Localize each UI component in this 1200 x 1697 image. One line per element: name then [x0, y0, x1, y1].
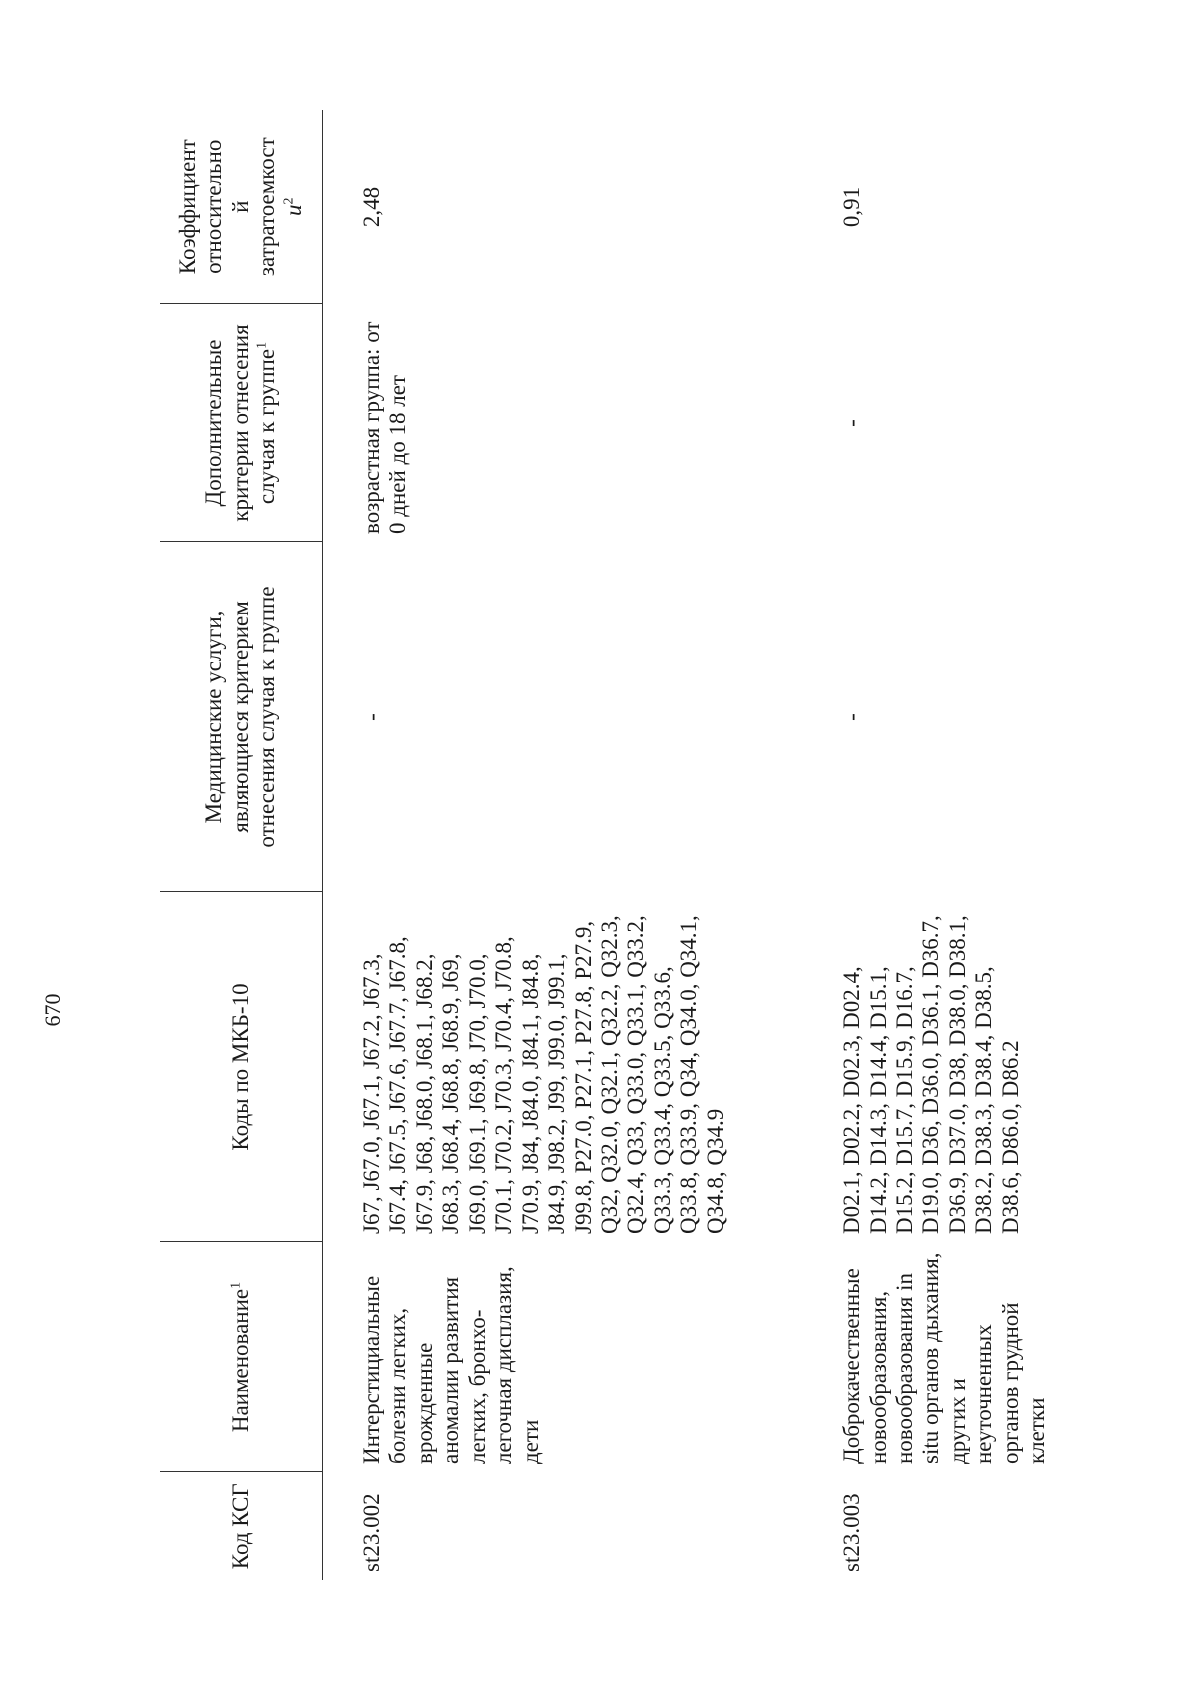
table-row	[323, 110, 730, 1580]
header-services: Медицинские услуги, являющиеся критерием отнесения случая к группе	[160, 542, 323, 892]
rotated-page-content	[160, 110, 1060, 1580]
header-name: Наименование$^1$	[160, 1242, 323, 1472]
table-row	[729, 110, 1051, 1580]
ksg-table	[160, 110, 1051, 1580]
header-mkb-codes: Коды по МКБ-10	[160, 892, 323, 1242]
header-criteria: Дополнительные критерии отнесения случая к группе$^1$	[160, 304, 323, 542]
cell-name: Доброкачественные новообразования, новообразования in situ органов дыхания, других и неуточненных органов грудной клетки	[839, 1252, 1050, 1464]
cell-services: -	[359, 713, 384, 721]
cell-coefficient: 0,91	[839, 186, 865, 228]
cell-code: st23.002	[359, 1493, 384, 1572]
header-code-ksg: Код КСГ	[160, 1472, 323, 1580]
cell-criteria: возрастная группа: от 0 дней до 18 лет	[359, 321, 411, 534]
cell-coefficient: 2,48	[359, 186, 384, 228]
table-header	[160, 110, 323, 1580]
header-coefficient: Коэффициент относительно й затратоемкост $и^2$	[160, 110, 323, 304]
cell-code: st23.003	[839, 1493, 865, 1572]
cell-mkb-codes: J67, J67.0, J67.1, J67.2, J67.3, J67.4, J67.5, J67.6, J67.7, J67.8, J67.9, J68, J68.0, J68.1, J68.2, J68.3, J68.4, J68.8, J68.9, J69, J69.0, J69.1, J69.8, J70, J70.0, J70.1, J70.2, J70.3, J70.4, J70.8, J70.9, J84, J84.0, J84.1, J84.8, J84.9, J98.2, J99, J99.0, J99.1, J99.8, P27.0, P27.1, P27.8, P27.9, Q32, Q32.0, Q32.1, Q32.2, Q32.3, Q32.4, Q33, Q33.0, Q33.1, Q33.2, Q33.3, Q33.4, Q33.5, Q33.6, Q33.8, Q33.9, Q34, Q34.0, Q34.1, Q34.8, Q34.9	[359, 915, 728, 1234]
cell-criteria: -	[839, 419, 865, 427]
cell-mkb-codes: D02.1, D02.2, D02.3, D02.4, D14.2, D14.3, D14.4, D15.1, D15.2, D15.7, D15.9, D16.7, D19.0, D36, D36.0, D36.1, D36.7, D36.9, D37.0, D38, D38.0, D38.1, D38.2, D38.3, D38.4, D38.5, D38.6, D86.0, D86.2	[839, 915, 1023, 1234]
cell-services: -	[839, 713, 865, 721]
page-number: 670	[40, 993, 65, 1027]
cell-name: Интерстициальные болезни легких, врожденные аномалии развития легких, бронхо-легочная дисплазия, дети	[359, 1266, 543, 1464]
